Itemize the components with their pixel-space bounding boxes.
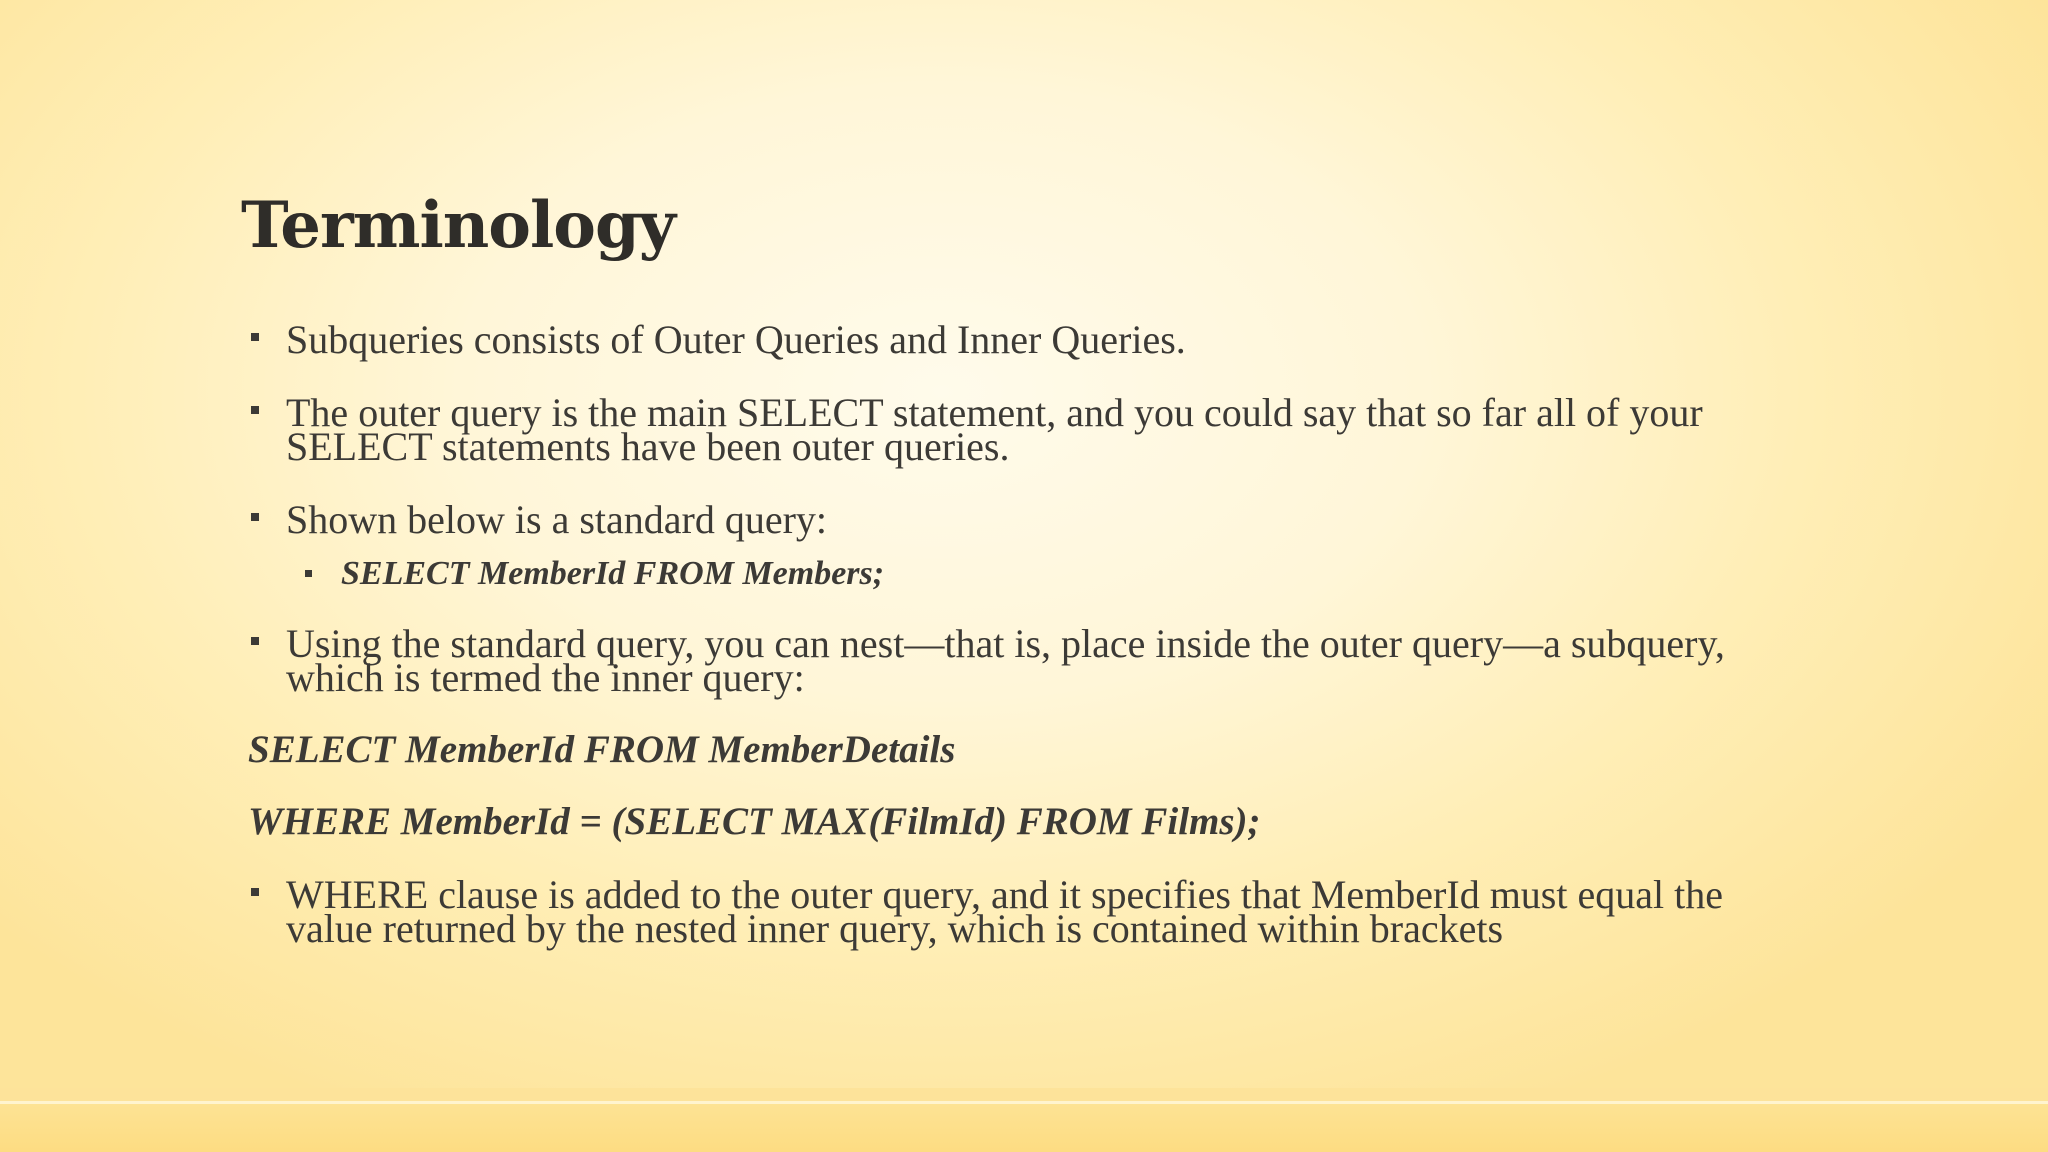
bullet-text: Shown below is a standard query: [286,497,828,542]
bullet-item [286,872,1806,951]
bullet-text: The outer query is the main SELECT statement, and you could say that so far all of your SELECT statements have been outer queries. [286,390,1703,469]
bullet-item [286,497,1806,542]
bullet-text: Subqueries consists of Outer Queries and Inner Queries. [286,317,1186,362]
footer-band [0,1104,2048,1152]
sub-bullet-item [341,557,884,591]
code-line: WHERE MemberId = (SELECT MAX(FilmId) FROM Films); [248,800,1261,843]
bullet-marker [251,637,259,645]
bullet-text: Using the standard query, you can nest—that is, place inside the outer query—a subquery, which is termed the inner query: [286,621,1725,700]
sub-bullet-text: SELECT MemberId FROM Members; [341,555,885,592]
bullet-text: WHERE clause is added to the outer query, and it specifies that MemberId must equal the value returned by the nested inner query, which is contained within brackets [286,872,1723,951]
bullet-marker [251,888,259,896]
code-line: SELECT MemberId FROM MemberDetails [248,728,956,771]
slide-title: Terminology [241,188,675,263]
bullet-marker [251,406,259,414]
bullet-marker [251,513,259,521]
bullet-marker [305,570,312,577]
footer-band [0,1088,2048,1101]
bullet-item [286,390,1806,469]
bullet-marker [251,333,259,341]
bullet-item [286,317,1806,362]
bullet-item [286,621,1806,700]
